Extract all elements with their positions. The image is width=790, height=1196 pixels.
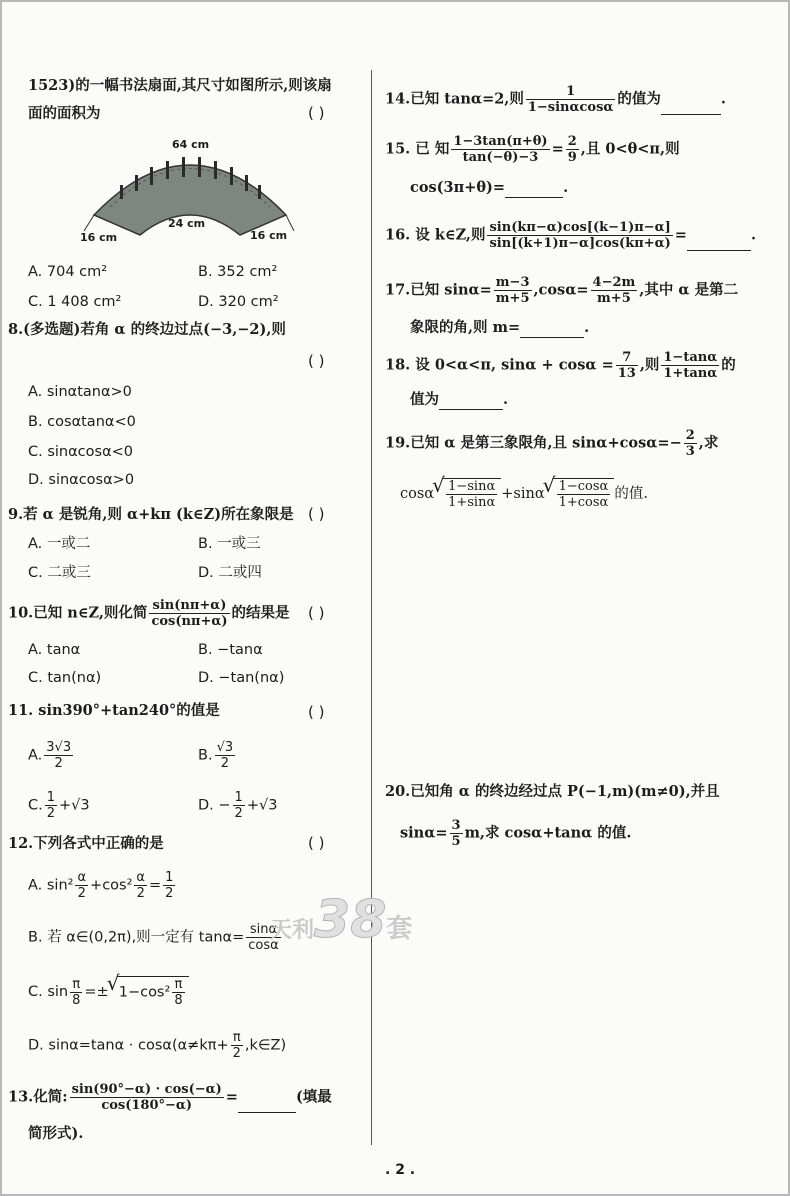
q10-answer-paren[interactable]: ( ) — [308, 604, 325, 622]
q13-answer-blank[interactable] — [238, 1112, 296, 1113]
q12-a-d3: 2 — [165, 886, 174, 901]
q17-line2 — [410, 318, 589, 338]
q12-a-d2: 2 — [136, 886, 145, 901]
q18-line2-text: 值为 — [410, 391, 439, 408]
q12-answer-paren[interactable]: ( ) — [308, 834, 325, 852]
q14-end: . — [720, 90, 726, 108]
q17-n1: m−3 — [495, 275, 530, 290]
q7-answer-paren[interactable]: ( ) — [308, 104, 325, 122]
q8-answer-paren[interactable]: ( ) — [308, 352, 325, 370]
q19-n: 2 — [685, 428, 695, 443]
q18-d2: 1+tanα — [663, 366, 718, 381]
q12-option-d[interactable] — [28, 1030, 286, 1061]
q19-stem — [385, 428, 718, 459]
q7-option-d[interactable]: D. 320 cm² — [198, 294, 279, 310]
q12-a-eq: = — [149, 877, 162, 894]
q19-rad1 — [446, 479, 497, 510]
q8-stem: 8.(多选题)若角 α 的终边过点(−3,−2),则 — [8, 321, 286, 338]
q20-fraction — [450, 818, 463, 849]
q14-den: 1−sinαcosα — [527, 100, 614, 115]
q15-n2: 2 — [567, 134, 577, 149]
q17-fraction1 — [494, 275, 532, 306]
q11-a-den: 2 — [54, 756, 63, 771]
q8-option-a[interactable]: A. sinαtanα>0 — [28, 384, 132, 400]
q12-a-frac2 — [134, 870, 147, 901]
q15-post: ,且 0<θ<π,则 — [580, 140, 680, 158]
q17-n2: 4−2m — [592, 275, 636, 290]
q12-a-n3: 1 — [165, 870, 174, 885]
q15-num: 1−3tan(π+θ) — [453, 134, 548, 149]
q12-c-n2: π — [172, 977, 184, 993]
q12-option-b[interactable] — [28, 922, 283, 953]
logo-part3: 套 — [386, 914, 413, 944]
q15-stem — [385, 134, 680, 165]
page-number: . 2 . — [385, 1162, 416, 1178]
q12-option-a[interactable] — [28, 870, 177, 901]
q12-c-d2: 8 — [174, 993, 183, 1008]
q17-d2: m+5 — [597, 291, 631, 306]
q11-answer-paren[interactable]: ( ) — [308, 703, 325, 721]
q9-option-a[interactable]: A. 一或二 — [28, 536, 91, 552]
q12-a-d1: 2 — [77, 886, 86, 901]
q19-post: ,求 — [698, 434, 719, 452]
q13-tail: (填最 — [295, 1088, 332, 1106]
q12-c-mid: =± — [84, 984, 109, 1000]
q11-option-d[interactable] — [198, 790, 277, 821]
q12-a-frac1 — [75, 870, 88, 901]
q10-option-d[interactable]: D. −tan(nα) — [198, 670, 285, 686]
q10-stem-pre: 10.已知 n∈Z,则化简 — [8, 604, 148, 622]
q17-line2-text: 象限的角,则 m= — [410, 319, 521, 336]
q19-pre: 19.已知 α 是第三象限角,且 sinα+cosα=− — [385, 434, 682, 452]
q18-mid: ,则 — [639, 356, 660, 374]
q17-mid: ,cosα= — [533, 281, 589, 299]
q10-option-a[interactable]: A. tanα — [28, 642, 81, 658]
q12-a-mid: +cos² — [90, 877, 133, 894]
logo-part2: 38 — [314, 890, 387, 950]
q11-a-num: 3√3 — [46, 740, 72, 755]
q12-d-post: ,k∈Z) — [244, 1037, 287, 1054]
tianli-38-logo — [270, 890, 412, 950]
q12-c-sqrt — [117, 976, 189, 1008]
q11-c-tail: +√3 — [59, 797, 90, 814]
q19-expression — [400, 478, 648, 510]
q16-num: sin(kπ−α)cos[(k−1)π−α] — [489, 220, 671, 235]
q19-sqrt1 — [442, 478, 501, 510]
q11-c-fraction — [45, 790, 57, 821]
q11-c-den: 2 — [46, 806, 56, 821]
q12-c-pre: C. sin — [28, 984, 69, 1000]
q12-a-n2: α — [136, 870, 145, 885]
q15-den: tan(−θ)−3 — [462, 150, 539, 165]
q20-stem-line2 — [400, 818, 631, 849]
q13-fraction — [70, 1082, 224, 1113]
q18-n2: 1−tanα — [663, 350, 718, 365]
q19-sqrt2 — [553, 478, 615, 510]
q14-pre: 14.已知 tanα=2,则 — [385, 90, 524, 108]
q12-a-pre: A. sin² — [28, 877, 74, 894]
q16-answer-blank[interactable] — [687, 250, 751, 251]
q12-c-frac2 — [172, 977, 184, 1008]
q10-frac-den: cos(nπ+α) — [151, 614, 228, 629]
q17-answer-blank[interactable] — [520, 337, 584, 338]
q18-pre: 18. 设 0<α<π, sinα + cosα = — [385, 356, 614, 374]
q17-post: ,其中 α 是第二 — [639, 281, 739, 299]
q18-d1: 13 — [617, 366, 636, 381]
fan-label-top: 64 cm — [172, 138, 210, 151]
q13-den: cos(180°−α) — [101, 1098, 193, 1113]
q20-n: 3 — [451, 818, 461, 833]
q19-r2d: 1+cosα — [558, 495, 609, 510]
q15-fraction2 — [566, 134, 579, 165]
q11-b-label: B. — [198, 747, 213, 764]
q18-fraction2 — [661, 350, 719, 381]
q15-fraction — [451, 134, 549, 165]
q8-option-c[interactable]: C. sinαcosα<0 — [28, 444, 134, 460]
q10-option-c[interactable]: C. tan(nα) — [28, 670, 102, 686]
q11-c-num: 1 — [46, 790, 56, 805]
q13-stem-line2: 简形式). — [28, 1125, 84, 1142]
q11-option-a[interactable] — [28, 740, 75, 771]
q20-d: 5 — [451, 834, 461, 849]
q12-a-n1: α — [77, 870, 87, 885]
q19-d: 3 — [685, 444, 695, 459]
q18-line2 — [410, 390, 508, 410]
q16-den: sin[(k+1)π−α]cos(kπ+α) — [489, 236, 671, 251]
q9-option-d[interactable]: D. 二或四 — [198, 565, 262, 581]
q16-pre: 16. 设 k∈Z,则 — [385, 226, 486, 244]
q7-option-b[interactable]: B. 352 cm² — [198, 264, 278, 280]
q7-option-a[interactable]: A. 704 cm² — [28, 264, 108, 280]
q15-end: . — [563, 179, 569, 196]
q14-num: 1 — [526, 84, 616, 100]
q12-d-frac — [231, 1030, 243, 1061]
q18-n1: 7 — [616, 350, 638, 366]
q12-a-frac3 — [163, 870, 175, 901]
q18-answer-blank[interactable] — [439, 409, 503, 410]
q19-r1d: 1+sinα — [448, 495, 496, 510]
q19-l2c: 的值. — [614, 486, 648, 502]
q20-stem-line1: 20.已知角 α 的终边经过点 P(−1,m)(m≠0),并且 — [385, 783, 720, 800]
q12-d-pre: D. sinα=tanα · cosα(α≠kπ+ — [28, 1037, 229, 1054]
q12-b-den: cosα — [248, 938, 279, 953]
q13-num: sin(90°−α) · cos(−α) — [71, 1082, 222, 1097]
q16-end: . — [750, 226, 756, 244]
q16-post: = — [674, 226, 687, 244]
q8-option-b[interactable]: B. cosαtanα<0 — [28, 414, 136, 430]
q12-d-den: 2 — [232, 1046, 241, 1061]
q10-option-b[interactable]: B. −tanα — [198, 642, 263, 658]
q15-answer-blank[interactable] — [505, 197, 563, 198]
q11-d-tail: +√3 — [246, 797, 278, 814]
q10-stem — [8, 598, 290, 629]
q11-c-label: C. — [28, 797, 43, 814]
q7-option-c[interactable]: C. 1 408 cm² — [28, 294, 122, 310]
q14-post: 的值为 — [617, 90, 661, 108]
q11-b-fraction — [215, 740, 236, 771]
q16-fraction — [487, 220, 672, 251]
q17-d1: m+5 — [495, 291, 530, 306]
q19-l2b: +sinα — [501, 486, 545, 502]
q15-line2-text: cos(3π+θ)= — [410, 179, 506, 196]
q20-pre: sinα= — [400, 824, 448, 842]
q10-frac-num: sin(nπ+α) — [149, 598, 229, 614]
q15-d2: 9 — [567, 150, 577, 165]
q12-c-rad: 1−cos² — [118, 984, 171, 1001]
q7-stem-line1: 1523)的一幅书法扇面,其尺寸如图所示,则该扇 — [28, 77, 332, 94]
q14-answer-blank[interactable] — [661, 114, 721, 115]
q13-pre: 13.化简: — [8, 1088, 68, 1106]
fan-label-right: 16 cm — [250, 229, 288, 242]
q11-a-fraction — [44, 740, 73, 771]
q8-option-d[interactable]: D. sinαcosα>0 — [28, 472, 135, 488]
q19-r1n: √ 1−sinα — [448, 479, 496, 494]
q17-end: . — [584, 319, 590, 336]
q12-c-n1: π — [70, 977, 82, 993]
q19-rad2 — [557, 479, 611, 510]
q12-c-frac1 — [70, 977, 82, 1008]
q11-d-fraction — [233, 790, 245, 821]
q12-c-d1: 8 — [72, 992, 81, 1008]
column-divider — [371, 70, 372, 1145]
fan-figure — [80, 135, 300, 245]
q11-b-num: √3 — [216, 740, 234, 755]
q12-b-num: sinα — [246, 922, 280, 938]
q11-option-b[interactable] — [198, 740, 237, 771]
q11-a-label: A. — [28, 747, 43, 764]
q14-fraction — [526, 84, 616, 115]
q15-pre: 15. 已 知 — [385, 140, 450, 158]
q18-end: . — [503, 391, 509, 408]
q13-post: = — [225, 1088, 238, 1106]
q16-stem — [385, 220, 756, 251]
q20-post: m,求 cosα+tanα 的值. — [464, 824, 632, 842]
fan-label-mid: 24 cm — [168, 217, 206, 230]
q19-r2n: √ 1−cosα — [558, 479, 609, 494]
logo-part1: 天利 — [270, 918, 315, 943]
q12-d-num: π — [231, 1030, 243, 1046]
q17-stem — [385, 275, 738, 306]
q10-fraction — [149, 598, 229, 629]
q11-d-den: 2 — [234, 806, 243, 821]
q14-stem — [385, 84, 726, 115]
q18-fraction1 — [616, 350, 638, 381]
q19-fraction — [684, 428, 697, 459]
q15-eq: = — [551, 140, 564, 158]
q11-d-num: 1 — [234, 790, 243, 805]
q11-d-label: D. − — [198, 797, 231, 814]
q10-stem-post: 的结果是 — [231, 604, 290, 622]
q11-option-c[interactable] — [28, 790, 90, 821]
q9-answer-paren[interactable]: ( ) — [308, 505, 325, 523]
q17-pre: 17.已知 sinα= — [385, 281, 492, 299]
q12-option-c[interactable] — [28, 976, 189, 1008]
q19-l2a: cosα — [400, 486, 435, 502]
q18-post: 的 — [721, 356, 736, 374]
q13-stem — [8, 1082, 332, 1113]
fan-label-left: 16 cm — [80, 231, 118, 244]
q12-b-pre: B. 若 α∈(0,2π),则一定有 tanα= — [28, 929, 245, 946]
q12-stem: 12.下列各式中正确的是 — [8, 835, 164, 852]
q9-stem: 9.若 α 是锐角,则 α+kπ (k∈Z)所在象限是 — [8, 506, 294, 523]
q18-stem — [385, 350, 736, 381]
q17-fraction2 — [591, 275, 638, 306]
q15-line2 — [410, 178, 568, 198]
q9-option-c[interactable]: C. 二或三 — [28, 565, 91, 581]
q7-stem-line2: 面的面积为 — [28, 105, 101, 122]
q9-option-b[interactable]: B. 一或三 — [198, 536, 261, 552]
q11-b-den: 2 — [220, 756, 229, 771]
q11-stem: 11. sin390°+tan240°的值是 — [8, 702, 220, 719]
